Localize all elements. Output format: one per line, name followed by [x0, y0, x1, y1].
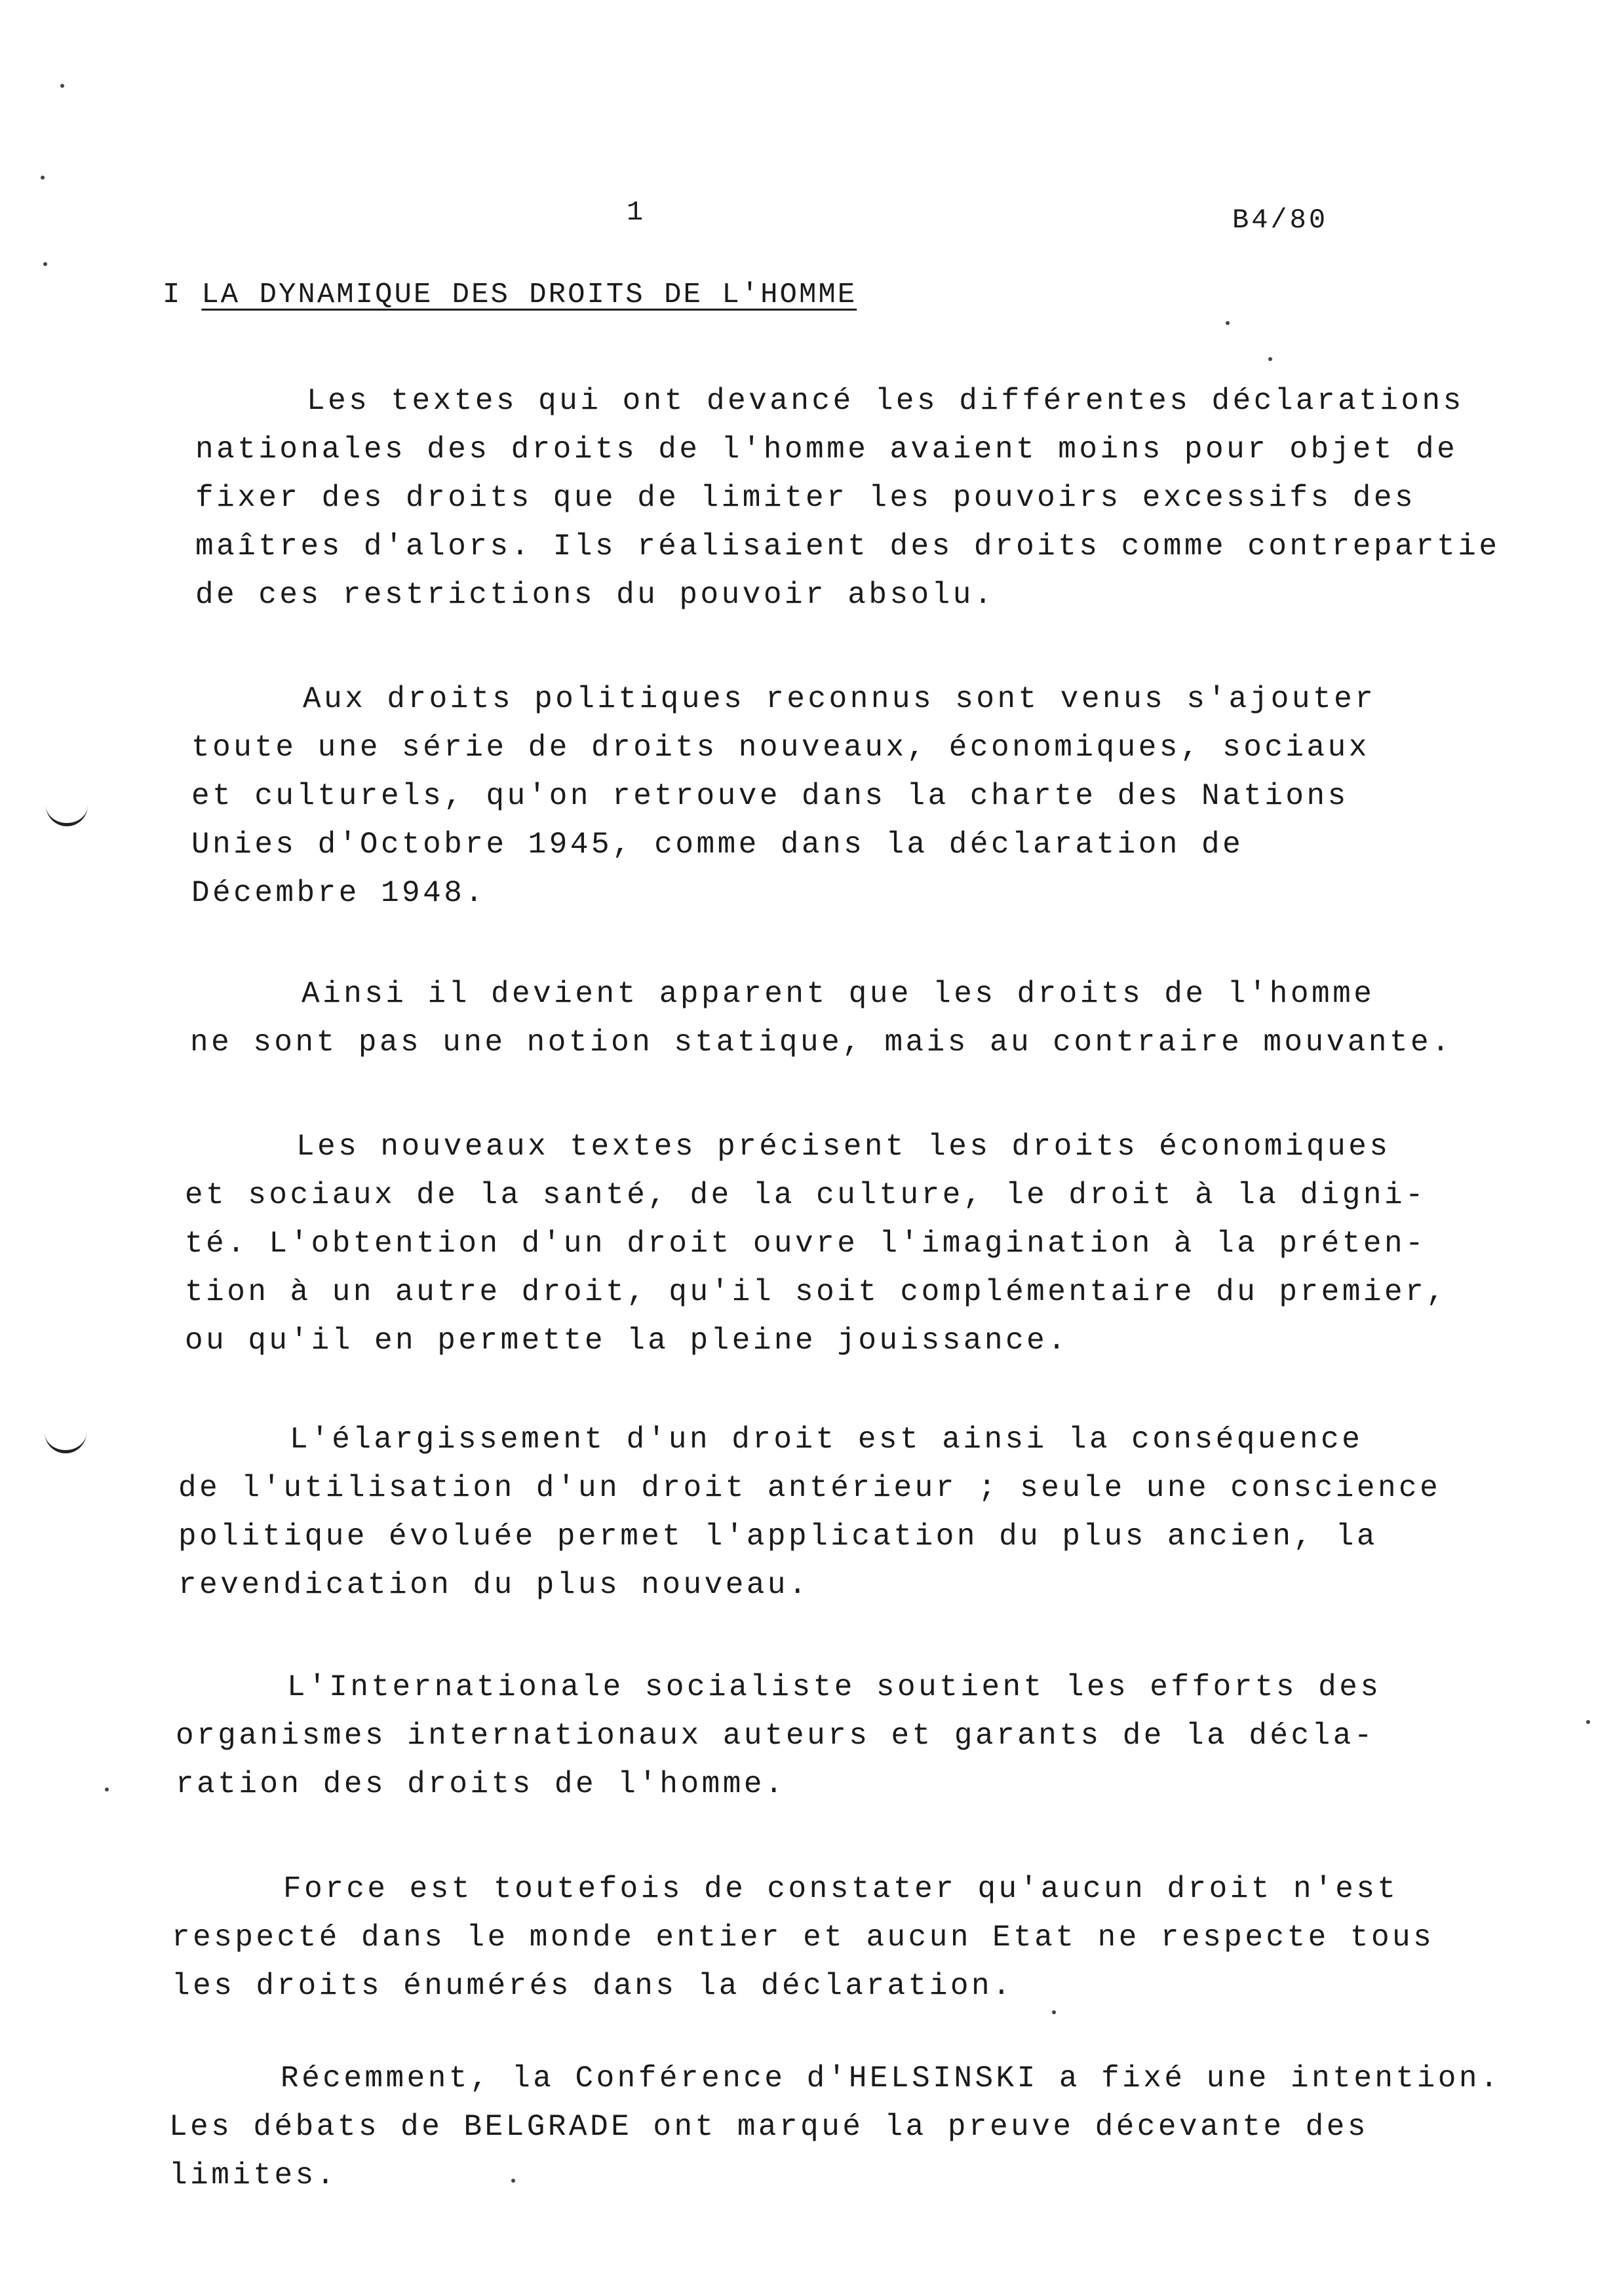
paragraph-line: L'élargissement d'un droit est ainsi la conséquence: [290, 1423, 1363, 1457]
paragraph-line: té. L'obtention d'un droit ouvre l'imagination à la préten-: [185, 1227, 1427, 1261]
paragraph-line: et culturels, qu'on retrouve dans la charte des Nations: [191, 779, 1349, 813]
section-title: [163, 278, 857, 311]
paragraph-line: les droits énumérés dans la déclaration.: [172, 1969, 1014, 2003]
section-number: I: [163, 278, 182, 311]
scan-speck: [1586, 1720, 1590, 1724]
paragraph: [190, 970, 1452, 1067]
paragraph-line: respecté dans le monde entier et aucun Etat ne respecte tous: [172, 1921, 1435, 1955]
paragraph-line: maîtres d'alors. Ils réalisaient des droits comme contrepartie: [195, 529, 1500, 564]
paragraph-line: Les textes qui ont devancé les différentes déclarations: [307, 384, 1464, 418]
scan-speck: [511, 2179, 515, 2183]
paragraph-line: revendication du plus nouveau.: [178, 1568, 810, 1602]
scan-speck: [105, 1788, 109, 1791]
paragraph-line: fixer des droits que de limiter les pouvoirs excessifs des: [195, 481, 1416, 515]
paragraph-line: Les débats de BELGRADE ont marqué la preuve décevante des: [169, 2110, 1369, 2144]
paragraph-line: organismes internationaux auteurs et garants de la décla-: [176, 1719, 1375, 1753]
paragraph-line: nationales des droits de l'homme avaient moins pour objet de: [195, 432, 1458, 467]
paragraph-line: Force est toutefois de constater qu'aucun droit n'est: [283, 1872, 1399, 1906]
paragraph: [191, 675, 1376, 917]
scan-speck: [1226, 321, 1230, 325]
binder-hole-mark: [45, 1432, 87, 1453]
scan-speck: [43, 262, 47, 266]
paragraph-line: toute une série de droits nouveaux, économiques, sociaux: [191, 731, 1370, 765]
binder-hole-mark: [46, 805, 88, 826]
paragraph-line: de l'utilisation d'un droit antérieur ; seule une conscience: [178, 1471, 1441, 1505]
paragraph-line: Unies d'Octobre 1945, comme dans la déclaration de: [191, 828, 1244, 862]
scan-speck: [1052, 2010, 1056, 2014]
paragraph: [169, 2054, 1501, 2200]
document-reference: B4/80: [1232, 204, 1329, 236]
paragraph-line: ration des droits de l'homme.: [176, 1767, 787, 1801]
paragraph-line: Récemment, la Conférence d'HELSINSKI a fixé une intention.: [281, 2061, 1502, 2095]
scan-speck: [1268, 357, 1272, 361]
paragraph-line: et sociaux de la santé, de la culture, le droit à la digni-: [185, 1178, 1427, 1212]
paragraph-line: Décembre 1948.: [191, 876, 486, 910]
scan-speck: [60, 84, 64, 88]
page-number: 1: [627, 197, 645, 228]
paragraph: [195, 377, 1500, 619]
paragraph-line: Aux droits politiques reconnus sont venus s'ajouter: [303, 682, 1376, 716]
paragraph-line: L'Internationale socialiste soutient les efforts des: [287, 1670, 1382, 1704]
paragraph: [176, 1663, 1381, 1808]
paragraph: [172, 1865, 1434, 2010]
paragraph-line: ne sont pas une notion statique, mais au contraire mouvante.: [190, 1025, 1453, 1060]
paragraph-line: tion à un autre droit, qu'il soit complémentaire du premier,: [185, 1275, 1448, 1309]
paragraph-line: de ces restrictions du pouvoir absolu.: [195, 578, 995, 612]
scan-speck: [41, 176, 45, 180]
paragraph-line: Ainsi il devient apparent que les droits de l'homme: [302, 977, 1375, 1011]
paragraph-line: limites.: [169, 2158, 338, 2192]
paragraph-line: ou qu'il en permette la pleine jouissance.: [185, 1324, 1069, 1358]
paragraph-line: politique évoluée permet l'application du plus ancien, la: [178, 1520, 1378, 1554]
paragraph: [178, 1415, 1441, 1609]
paragraph: [185, 1122, 1447, 1365]
section-title-text: LA DYNAMIQUE DES DROITS DE L'HOMME: [201, 278, 857, 311]
paragraph-line: Les nouveaux textes précisent les droits économiques: [296, 1130, 1391, 1164]
